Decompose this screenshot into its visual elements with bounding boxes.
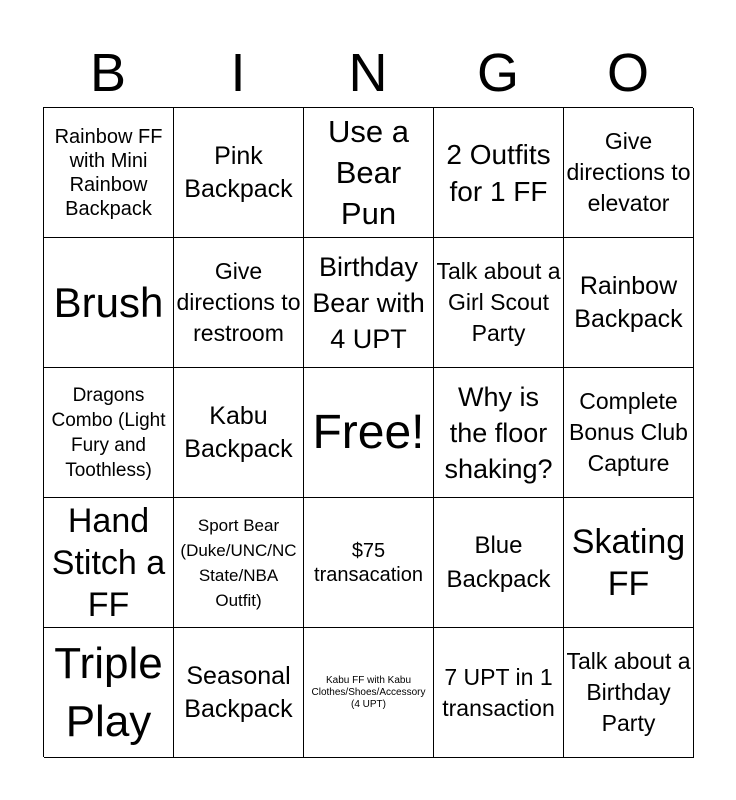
bingo-cell[interactable] xyxy=(44,498,174,628)
bingo-cell[interactable] xyxy=(174,368,304,498)
header-letter-n: N xyxy=(348,43,388,103)
header-letter-g: G xyxy=(476,43,519,103)
bingo-cell[interactable] xyxy=(434,368,564,498)
bingo-cell-text: Skating FF xyxy=(571,522,686,603)
bingo-cell-text: Pink Backpack xyxy=(184,141,293,203)
bingo-cell-text: Talk about a Birthday Party xyxy=(566,648,691,736)
bingo-cell-text: 7 UPT in 1 transaction xyxy=(442,663,555,721)
bingo-cell-text: Brush xyxy=(53,278,164,326)
bingo-cell-text: Give directions to elevator xyxy=(566,128,691,216)
bingo-cell-text: Rainbow Backpack xyxy=(574,271,683,333)
bingo-cell-text: Hand Stitch a FF xyxy=(51,501,166,624)
bingo-cell[interactable] xyxy=(434,238,564,368)
bingo-cell[interactable] xyxy=(304,628,434,758)
bingo-cell-text: Birthday Bear with 4 UPT xyxy=(312,251,425,354)
bingo-cell[interactable] xyxy=(564,498,694,628)
bingo-cell[interactable] xyxy=(304,498,434,628)
bingo-cell-text: Kabu FF with Kabu Clothes/Shoes/Accessory (4 UPT) xyxy=(311,674,426,710)
bingo-grid xyxy=(43,107,693,757)
bingo-cell[interactable] xyxy=(44,368,174,498)
bingo-cell-text: 2 Outfits for 1 FF xyxy=(446,138,551,207)
bingo-cell[interactable] xyxy=(564,368,694,498)
bingo-cell[interactable] xyxy=(44,238,174,368)
bingo-cell-text: Complete Bonus Club Capture xyxy=(569,388,688,476)
bingo-cell[interactable] xyxy=(564,238,694,368)
bingo-header xyxy=(43,38,693,108)
bingo-cell-text: Give directions to restroom xyxy=(176,258,301,346)
bingo-cell[interactable] xyxy=(434,498,564,628)
bingo-cell[interactable] xyxy=(564,108,694,238)
bingo-cell-text: Sport Bear (Duke/UNC/NC State/NBA Outfit) xyxy=(180,515,297,610)
bingo-cell[interactable] xyxy=(174,238,304,368)
bingo-cell-text: $75 transacation xyxy=(314,539,423,586)
bingo-cell-text: Blue Backpack xyxy=(446,531,551,593)
bingo-cell[interactable] xyxy=(434,108,564,238)
bingo-cell[interactable] xyxy=(174,498,304,628)
bingo-cell[interactable] xyxy=(174,628,304,758)
bingo-cell-text: Use a Bear Pun xyxy=(328,114,409,231)
bingo-cell[interactable] xyxy=(44,628,174,758)
header-letter-b: B xyxy=(89,43,127,103)
bingo-cell-text: Kabu Backpack xyxy=(184,401,293,463)
header-letter-o: O xyxy=(606,43,649,103)
bingo-cell-text: Free! xyxy=(312,405,425,459)
bingo-cell[interactable] xyxy=(44,108,174,238)
bingo-cell-text: Triple Play xyxy=(54,638,163,746)
bingo-cell[interactable] xyxy=(304,238,434,368)
bingo-cell[interactable] xyxy=(564,628,694,758)
bingo-cell[interactable] xyxy=(434,628,564,758)
bingo-cell-text: Dragons Combo (Light Fury and Toothless) xyxy=(51,384,166,481)
bingo-cell[interactable] xyxy=(174,108,304,238)
bingo-cell[interactable] xyxy=(304,368,434,498)
bingo-cell[interactable] xyxy=(304,108,434,238)
header-letter-i: I xyxy=(230,43,246,103)
bingo-cell-text: Seasonal Backpack xyxy=(184,661,293,723)
bingo-cell-text: Talk about a Girl Scout Party xyxy=(436,258,561,346)
bingo-cell-text: Rainbow FF with Mini Rainbow Backpack xyxy=(54,125,163,220)
bingo-cell-text: Why is the floor shaking? xyxy=(444,381,553,484)
